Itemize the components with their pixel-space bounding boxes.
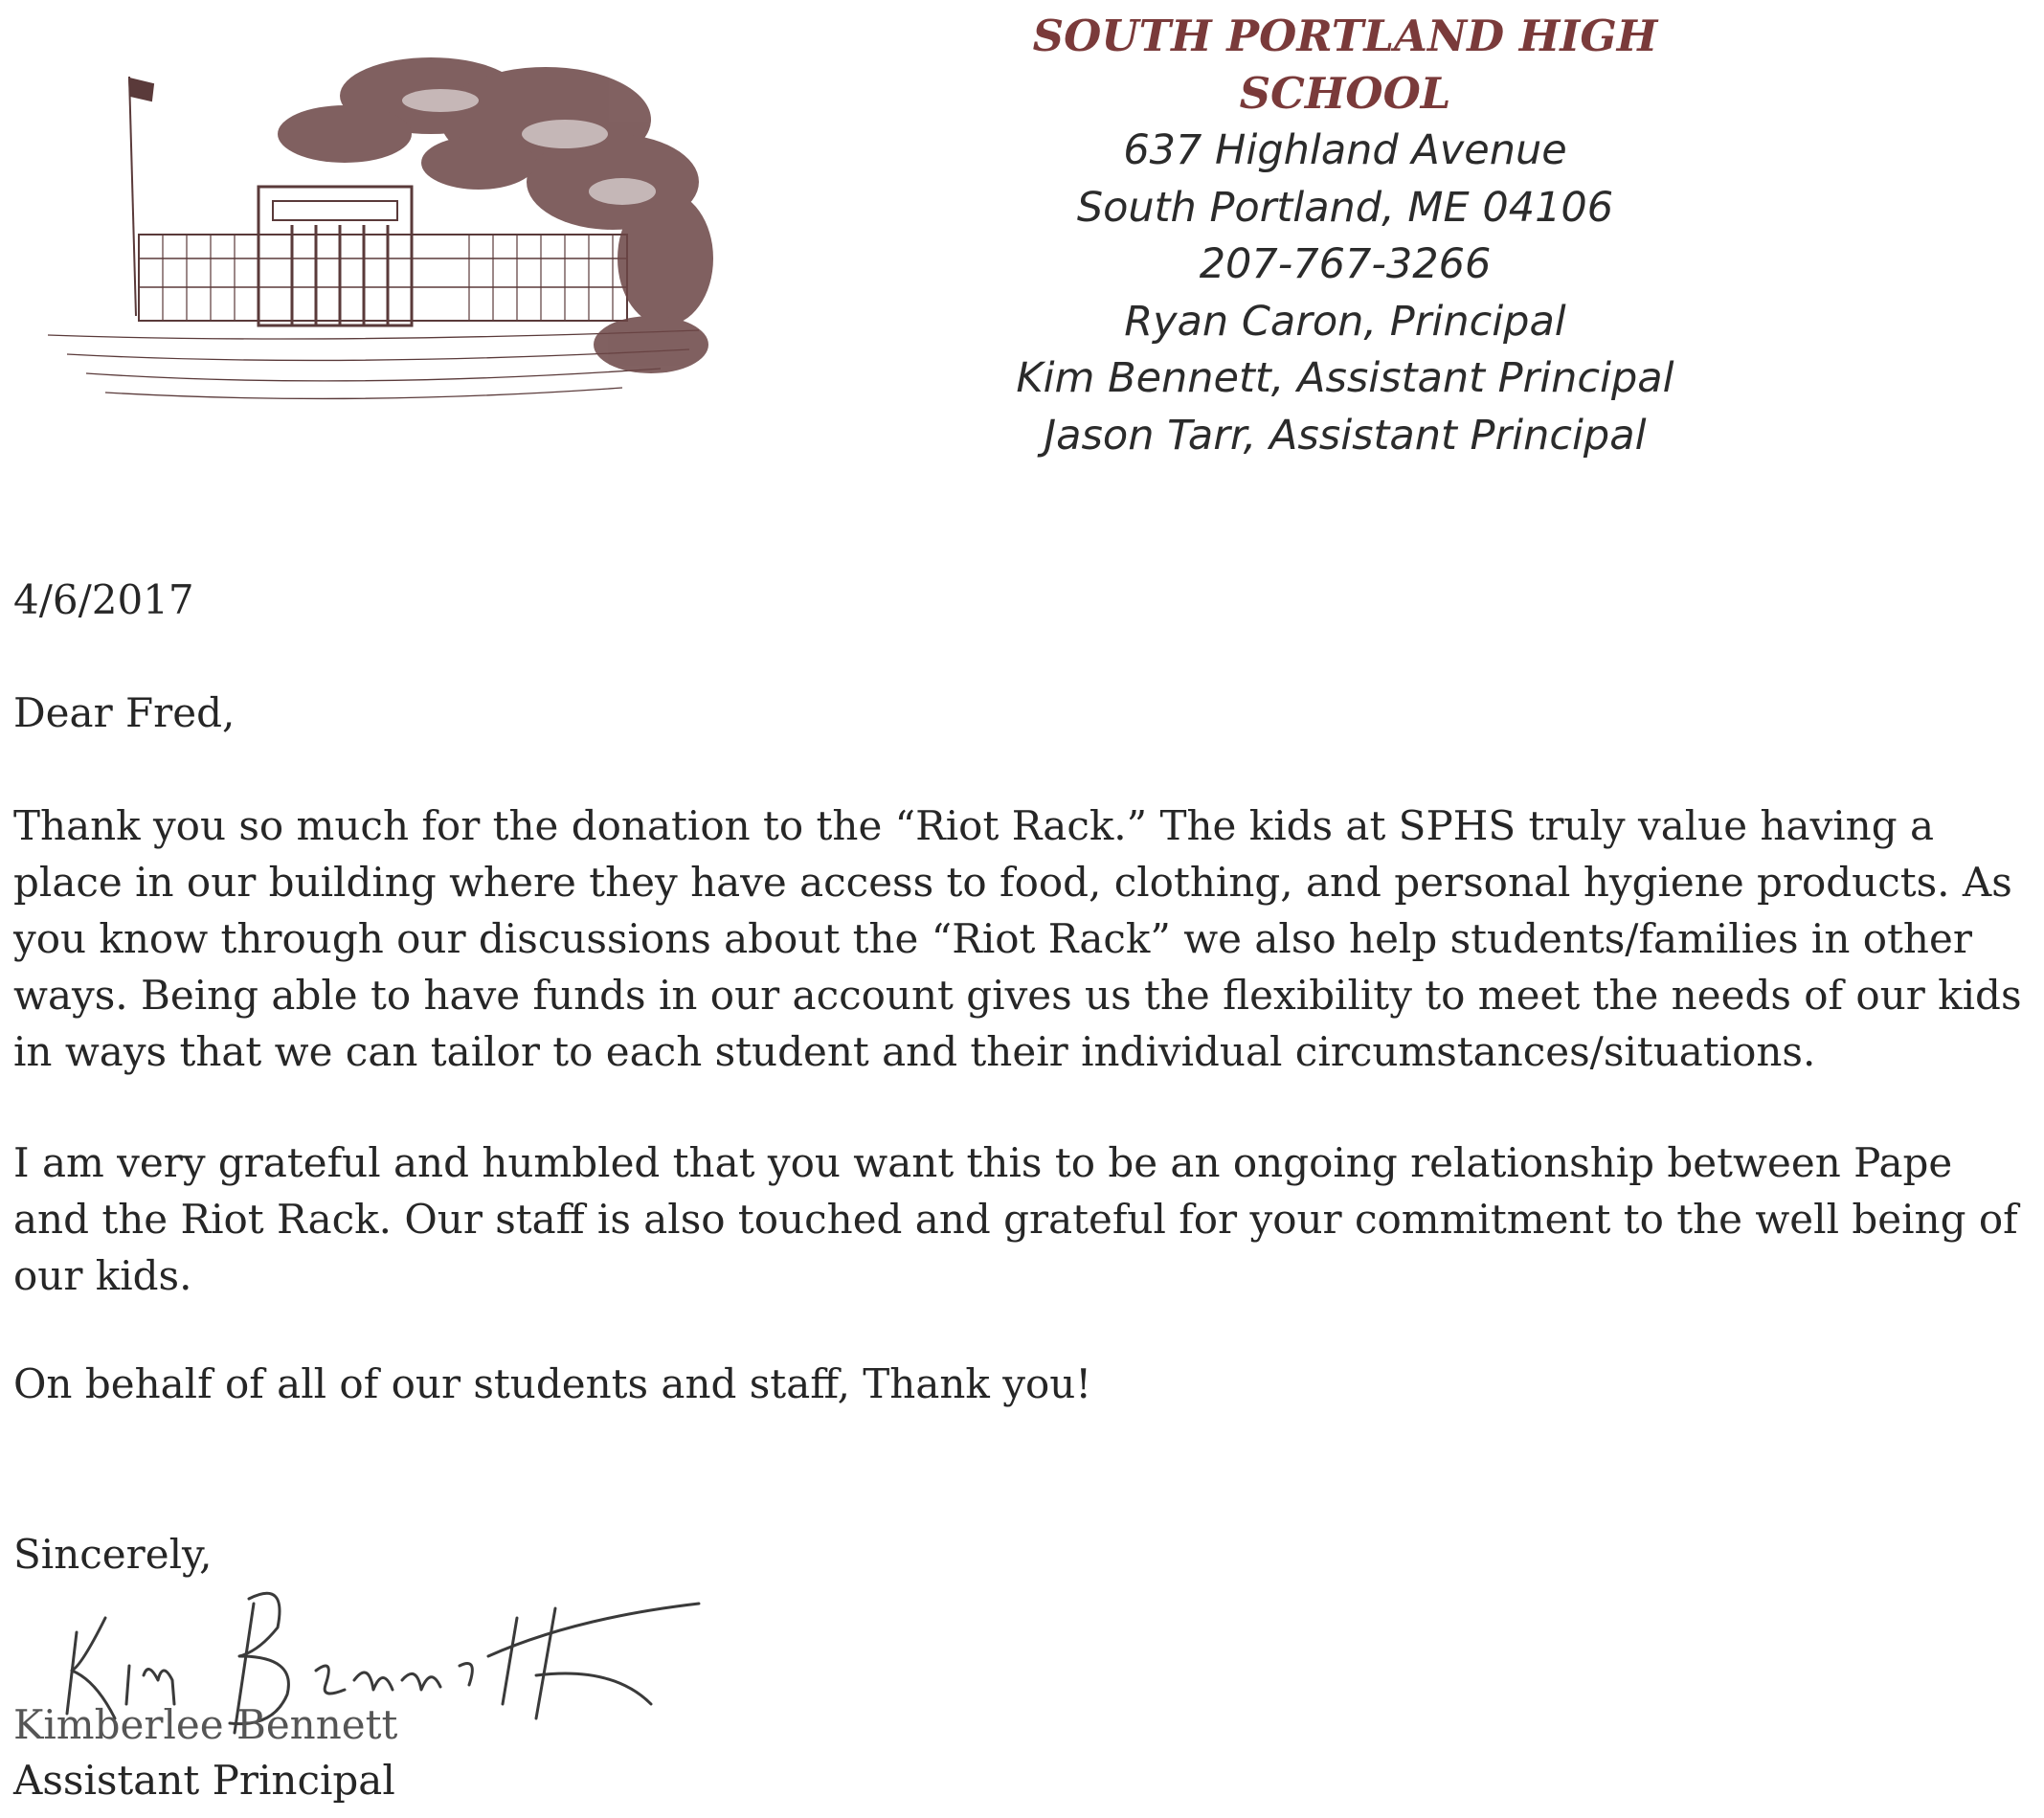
letter-closing: Sincerely, xyxy=(13,1531,213,1578)
staff-assistant-principal-2: Jason Tarr, Assistant Principal xyxy=(1044,411,1647,460)
address-street: 637 Highland Avenue xyxy=(1123,126,1567,174)
letter-paragraph-3: On behalf of all of our students and staff, Thank you! xyxy=(13,1360,1092,1407)
letter-paragraph-1: Thank you so much for the donation to the “Riot Rack.” The kids at SPHS truly value having a place in our building where they have access to food, clothing, and personal hygiene products. As you know through our discussions about the “Riot Rack” we also help students/families in other ways. Being able to have funds in our account gives us the flexibility to meet the needs of our kids in ways that we can tailor to each student and their individual circumstances/situations. xyxy=(13,802,2022,1075)
phone-number: 207-767-3266 xyxy=(1199,240,1492,288)
address-city: South Portland, ME 04106 xyxy=(1076,183,1614,232)
letter-paragraph-2: I am very grateful and humbled that you want this to be an ongoing relationship between Pape and the Riot Rack. Our staff is also touched and grateful for your commitment to the well being of our kids. xyxy=(13,1139,2018,1299)
school-name: SOUTH PORTLAND HIGH SCHOOL xyxy=(1032,11,1658,119)
signer-title: Assistant Principal xyxy=(13,1757,395,1804)
letter-date: 4/6/2017 xyxy=(13,576,194,623)
letter-greeting: Dear Fred, xyxy=(13,689,236,736)
staff-assistant-principal-1: Kim Bennett, Assistant Principal xyxy=(1016,354,1674,402)
staff-principal: Ryan Caron, Principal xyxy=(1124,297,1566,346)
letterhead xyxy=(948,8,1742,464)
signer-name: Kimberlee Bennett xyxy=(13,1701,398,1748)
school-building-sketch-icon xyxy=(29,29,718,412)
